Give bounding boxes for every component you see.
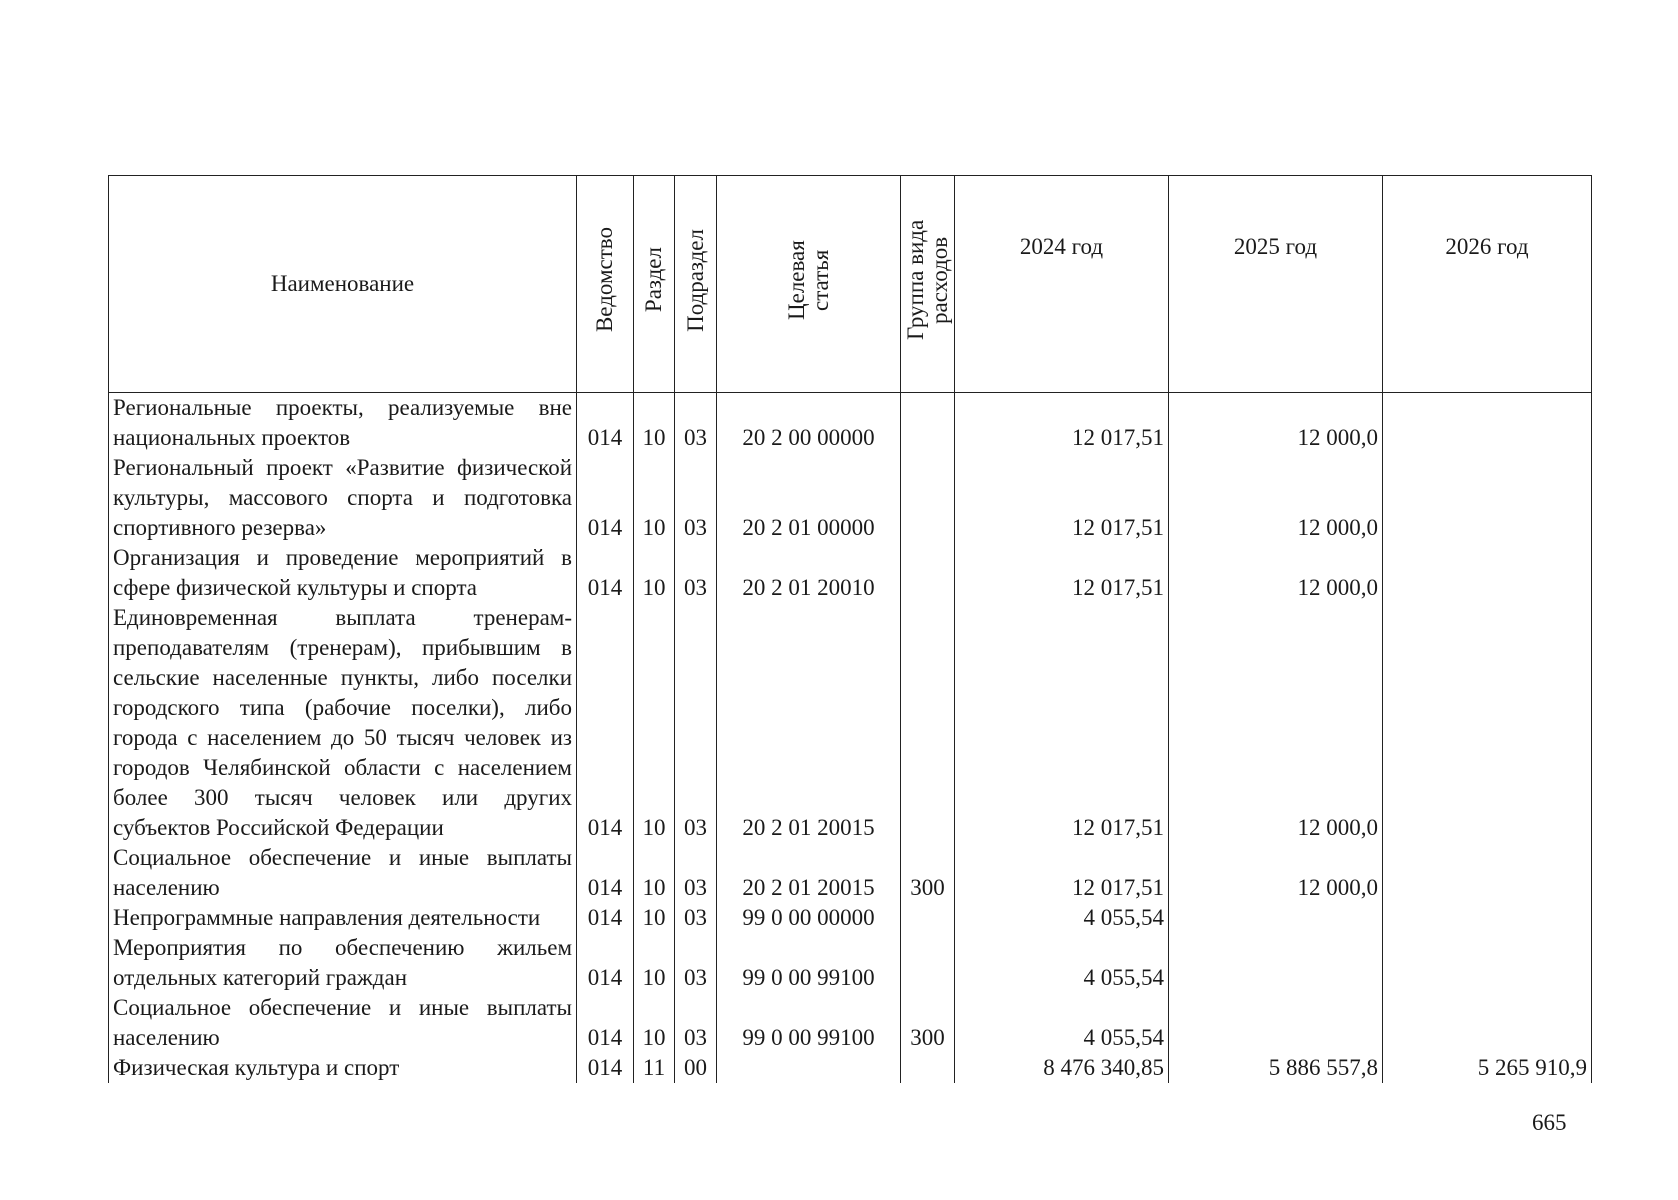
row-amount-2026	[1383, 603, 1592, 843]
row-name: Физическая культура и спорт	[109, 1053, 577, 1083]
header-celevaya-statya: Целевая статья	[717, 176, 901, 393]
row-podrazdel: 03	[675, 603, 717, 843]
row-gruppa	[901, 1053, 955, 1083]
row-amount-2025	[1169, 993, 1383, 1053]
row-amount-2025: 12 000,0	[1169, 453, 1383, 543]
header-vedomstvo: Ведомство	[577, 176, 634, 393]
row-celevaya-statya: 99 0 00 00000	[717, 903, 901, 933]
row-name: Социальное обеспечение и иные выплаты населению	[109, 843, 577, 903]
row-amount-2026	[1383, 933, 1592, 993]
row-amount-2025: 12 000,0	[1169, 393, 1383, 454]
row-vedomstvo: 014	[577, 453, 634, 543]
row-vedomstvo: 014	[577, 1053, 634, 1083]
header-name: Наименование	[109, 176, 577, 393]
row-name: Организация и проведение мероприятий в сфере физической культуры и спорта	[109, 543, 577, 603]
row-vedomstvo: 014	[577, 603, 634, 843]
row-gruppa: 300	[901, 843, 955, 903]
row-amount-2024: 12 017,51	[955, 393, 1169, 454]
row-name: Непрограммные направления деятельности	[109, 903, 577, 933]
row-amount-2024: 12 017,51	[955, 843, 1169, 903]
row-razdel: 10	[634, 933, 675, 993]
row-razdel: 10	[634, 903, 675, 933]
row-razdel: 10	[634, 603, 675, 843]
row-gruppa	[901, 933, 955, 993]
row-name: Региональные проекты, реализуемые вне национальных проектов	[109, 393, 577, 454]
row-celevaya-statya: 20 2 01 20010	[717, 543, 901, 603]
row-vedomstvo: 014	[577, 933, 634, 993]
row-celevaya-statya	[717, 1053, 901, 1083]
row-amount-2026	[1383, 543, 1592, 603]
row-gruppa	[901, 393, 955, 454]
row-celevaya-statya: 20 2 00 00000	[717, 393, 901, 454]
row-amount-2026	[1383, 393, 1592, 454]
row-celevaya-statya: 20 2 01 20015	[717, 843, 901, 903]
table-row	[109, 393, 1592, 454]
row-amount-2026: 5 265 910,9	[1383, 1053, 1592, 1083]
row-gruppa	[901, 903, 955, 933]
row-gruppa	[901, 543, 955, 603]
row-vedomstvo: 014	[577, 843, 634, 903]
table-body	[109, 393, 1592, 1084]
row-amount-2025: 12 000,0	[1169, 603, 1383, 843]
row-amount-2026	[1383, 453, 1592, 543]
header-row	[109, 176, 1592, 393]
row-razdel: 10	[634, 393, 675, 454]
row-name: Мероприятия по обеспечению жильем отдельных категорий граждан	[109, 933, 577, 993]
row-amount-2025	[1169, 933, 1383, 993]
row-vedomstvo: 014	[577, 993, 634, 1053]
budget-table-container	[108, 175, 1591, 1083]
row-amount-2025	[1169, 903, 1383, 933]
table-row	[109, 843, 1592, 903]
row-amount-2024: 12 017,51	[955, 543, 1169, 603]
row-podrazdel: 03	[675, 993, 717, 1053]
row-amount-2025: 12 000,0	[1169, 843, 1383, 903]
row-podrazdel: 03	[675, 543, 717, 603]
row-amount-2025: 5 886 557,8	[1169, 1053, 1383, 1083]
row-gruppa	[901, 453, 955, 543]
row-gruppa	[901, 603, 955, 843]
row-vedomstvo: 014	[577, 393, 634, 454]
row-name: Региональный проект «Развитие физической культуры, массового спорта и подготовка спортивного резерва»	[109, 453, 577, 543]
row-celevaya-statya: 20 2 01 00000	[717, 453, 901, 543]
row-amount-2026	[1383, 993, 1592, 1053]
table-row	[109, 543, 1592, 603]
row-amount-2026	[1383, 843, 1592, 903]
row-celevaya-statya: 99 0 00 99100	[717, 993, 901, 1053]
row-vedomstvo: 014	[577, 903, 634, 933]
row-podrazdel: 03	[675, 393, 717, 454]
header-year-2026: 2026 год	[1383, 176, 1592, 393]
table-row	[109, 993, 1592, 1053]
row-podrazdel: 03	[675, 933, 717, 993]
header-podrazdel: Подраздел	[675, 176, 717, 393]
table-header	[109, 176, 1592, 393]
row-celevaya-statya: 99 0 00 99100	[717, 933, 901, 993]
row-podrazdel: 03	[675, 903, 717, 933]
row-amount-2024: 4 055,54	[955, 993, 1169, 1053]
row-amount-2024: 4 055,54	[955, 903, 1169, 933]
row-name: Социальное обеспечение и иные выплаты населению	[109, 993, 577, 1053]
row-amount-2024: 12 017,51	[955, 603, 1169, 843]
table-row	[109, 453, 1592, 543]
row-amount-2025: 12 000,0	[1169, 543, 1383, 603]
table-row	[109, 903, 1592, 933]
row-vedomstvo: 014	[577, 543, 634, 603]
row-name: Единовременная выплата тренерам-преподавателям (тренерам), прибывшим в сельские населенные пункты, либо поселки городского типа (рабочие поселки), либо города с населением до 50 тысяч человек из городов Челябинской области с населением более 300 тысяч человек или других субъектов Российской Федерации	[109, 603, 577, 843]
row-razdel: 10	[634, 453, 675, 543]
row-razdel: 10	[634, 993, 675, 1053]
header-year-2025: 2025 год	[1169, 176, 1383, 393]
row-amount-2024: 12 017,51	[955, 453, 1169, 543]
table-row	[109, 603, 1592, 843]
row-celevaya-statya: 20 2 01 20015	[717, 603, 901, 843]
row-amount-2024: 8 476 340,85	[955, 1053, 1169, 1083]
row-gruppa: 300	[901, 993, 955, 1053]
table-row	[109, 1053, 1592, 1083]
row-podrazdel: 03	[675, 843, 717, 903]
table-row	[109, 933, 1592, 993]
page-number: 665	[1532, 1110, 1567, 1135]
budget-table	[108, 175, 1592, 1083]
row-podrazdel: 03	[675, 453, 717, 543]
row-razdel: 11	[634, 1053, 675, 1083]
row-amount-2026	[1383, 903, 1592, 933]
row-podrazdel: 00	[675, 1053, 717, 1083]
header-razdel: Раздел	[634, 176, 675, 393]
row-amount-2024: 4 055,54	[955, 933, 1169, 993]
row-razdel: 10	[634, 843, 675, 903]
row-razdel: 10	[634, 543, 675, 603]
header-year-2024: 2024 год	[955, 176, 1169, 393]
header-gruppa-vida-rashodov: Группа вида расходов	[901, 176, 955, 393]
